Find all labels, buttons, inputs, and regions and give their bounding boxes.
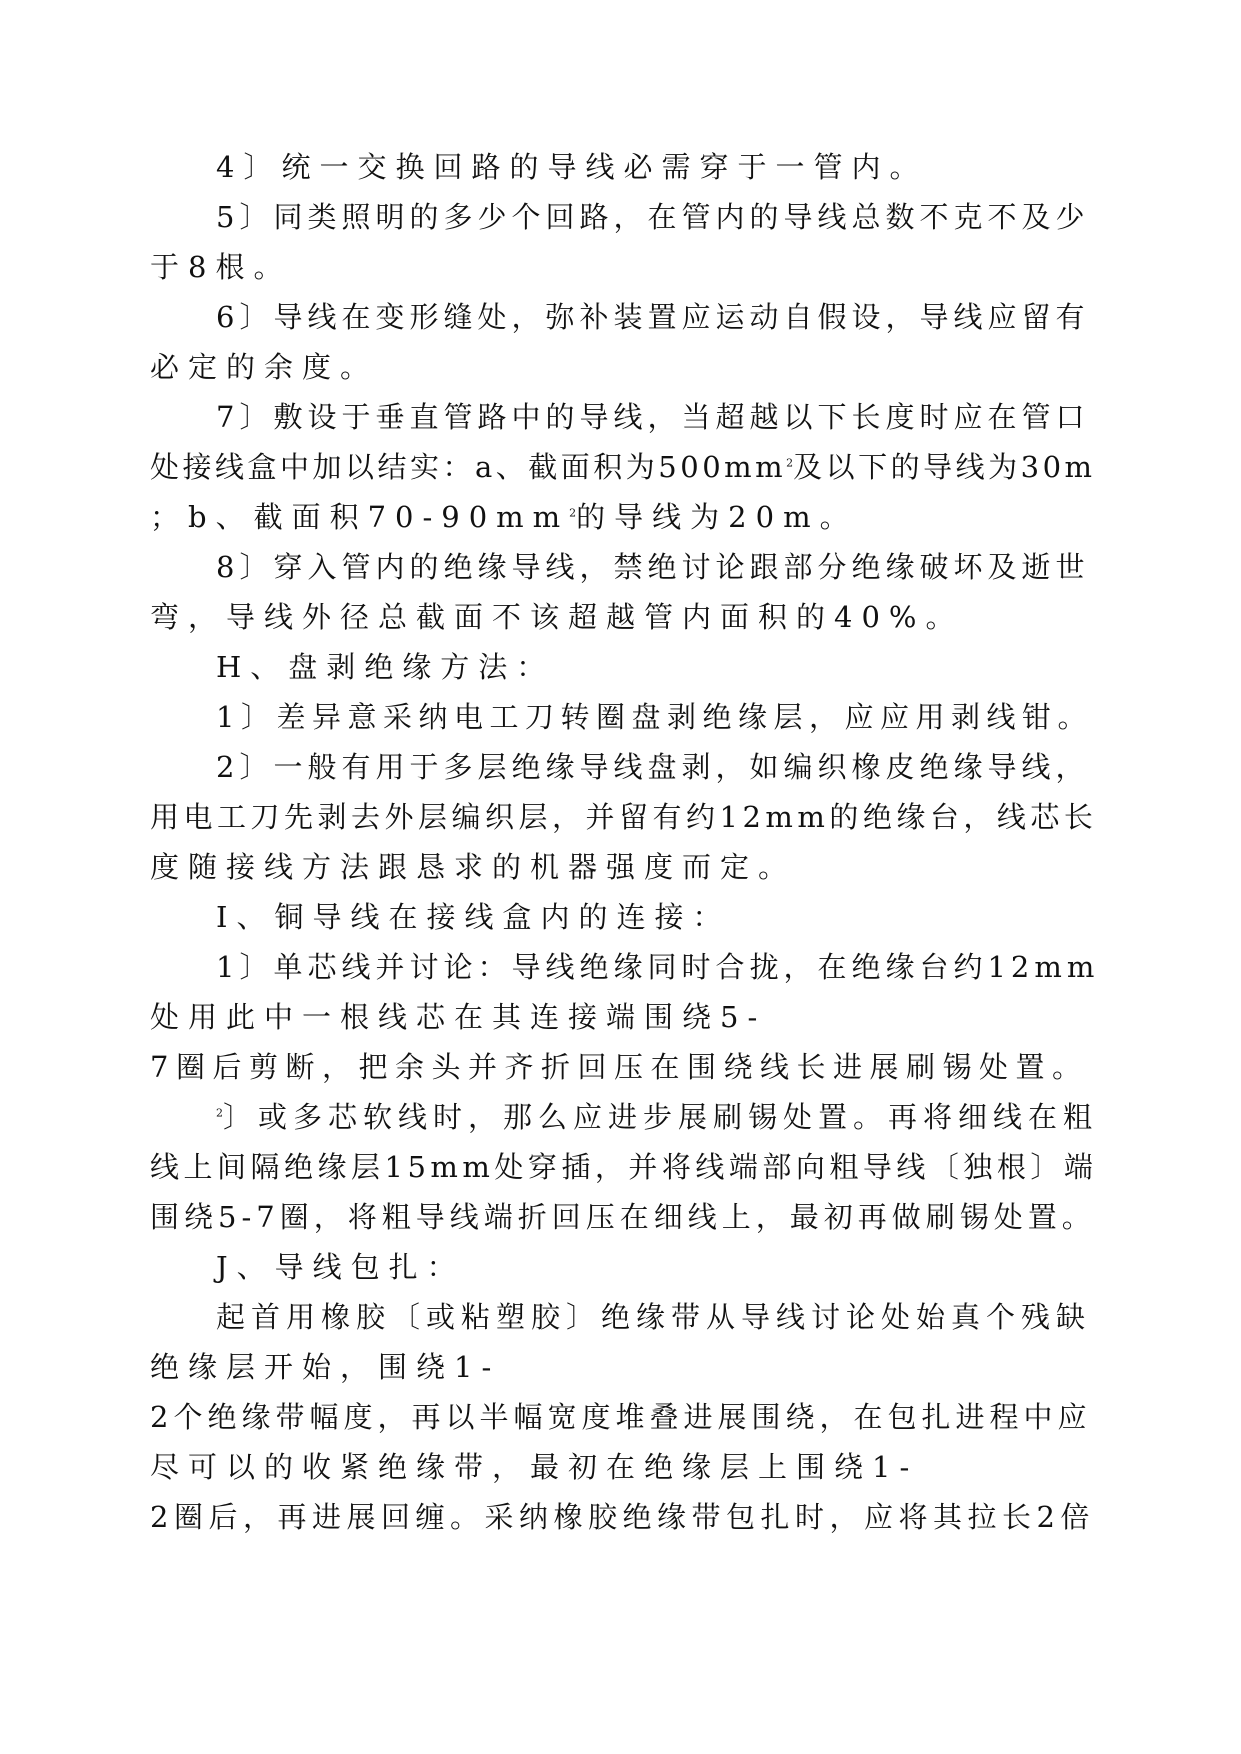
paragraph-line: 起首用橡胶〔或粘塑胶〕绝缘带从导线讨论处始真个残缺: [216, 1300, 1092, 1334]
paragraph-line: 8〕穿入管内的绝缘导线，禁绝讨论跟部分绝缘破坏及逝世: [216, 550, 1090, 584]
text-fragment: 处接线盒中加以结实：a、截面积为500mm: [150, 450, 787, 484]
paragraph-line: 度随接线方法跟恳求的机器强度而定。: [150, 850, 797, 884]
superscript: 2: [216, 1106, 223, 1120]
text-fragment: 〕或多芯软线时，那么应进步展刷锡处置。再将细线在粗: [223, 1100, 1099, 1134]
paragraph-line: 处用此中一根线芯在其连接端围绕5-: [150, 1000, 767, 1034]
paragraph-line: 线上间隔绝缘层15mm处穿插，并将线端部向粗导线〔独根〕端: [150, 1150, 1098, 1184]
paragraph-line: 7〕敷设于垂直管路中的导线，当超越以下长度时应在管口: [216, 400, 1090, 434]
section-heading: I、铜导线在接线盒内的连接：: [216, 900, 731, 934]
paragraph-line: 5〕同类照明的多少个回路，在管内的导线总数不克不及少: [216, 200, 1090, 234]
paragraph-line: 弯，导线外径总截面不该超越管内面积的40%。: [150, 600, 964, 634]
paragraph-line: 尽可以的收紧绝缘带，最初在绝缘层上围绕1-: [150, 1450, 919, 1484]
paragraph-line: [216, 1100, 1099, 1134]
paragraph-line: 用电工刀先剥去外层编织层，并留有约12mm的绝缘台，线芯长: [150, 800, 1098, 834]
paragraph-line: 绝缘层开始，围绕1-: [150, 1350, 501, 1384]
paragraph-line: 1〕差异意采纳电工刀转圈盘剥绝缘层，应应用剥线钳。: [216, 700, 1093, 734]
text-fragment: 的导线为20m。: [576, 500, 858, 534]
paragraph-line: 2圈后，再进展回缠。采纳橡胶绝缘带包扎时，应将其拉长2倍: [150, 1500, 1095, 1534]
text-fragment: 及以下的导线为30m: [793, 450, 1096, 484]
paragraph-line: 2个绝缘带幅度，再以半幅宽度堆叠进展围绕，在包扎进程中应: [150, 1400, 1092, 1434]
paragraph-line: 4〕统一交换回路的导线必需穿于一管内。: [216, 150, 928, 184]
paragraph-line: 于8根。: [150, 250, 292, 284]
paragraph-line: [150, 450, 1096, 484]
text-fragment: ；b、截面积70-90mm: [150, 500, 570, 534]
paragraph-line: 围绕5-7圈，将粗导线端折回压在细线上，最初再做刷锡处置。: [150, 1200, 1096, 1234]
paragraph-line: 6〕导线在变形缝处，弥补装置应运动自假设，导线应留有: [216, 300, 1090, 334]
section-heading: H、盘剥绝缘方法：: [216, 650, 555, 684]
superscript: 2: [786, 456, 794, 470]
paragraph-line: 1〕单芯线并讨论：导线绝缘同时合拢，在绝缘台约12mm: [216, 950, 1100, 984]
section-heading: J、导线包扎：: [216, 1250, 465, 1284]
paragraph-line: 7圈后剪断，把余头并齐折回压在围绕线长进展刷锡处置。: [150, 1050, 1089, 1084]
paragraph-line: [150, 500, 858, 534]
paragraph-line: 2〕一般有用于多层绝缘导线盘剥，如编织橡皮绝缘导线，: [216, 750, 1090, 784]
superscript: 2: [569, 506, 577, 520]
paragraph-line: 必定的余度。: [150, 350, 379, 384]
